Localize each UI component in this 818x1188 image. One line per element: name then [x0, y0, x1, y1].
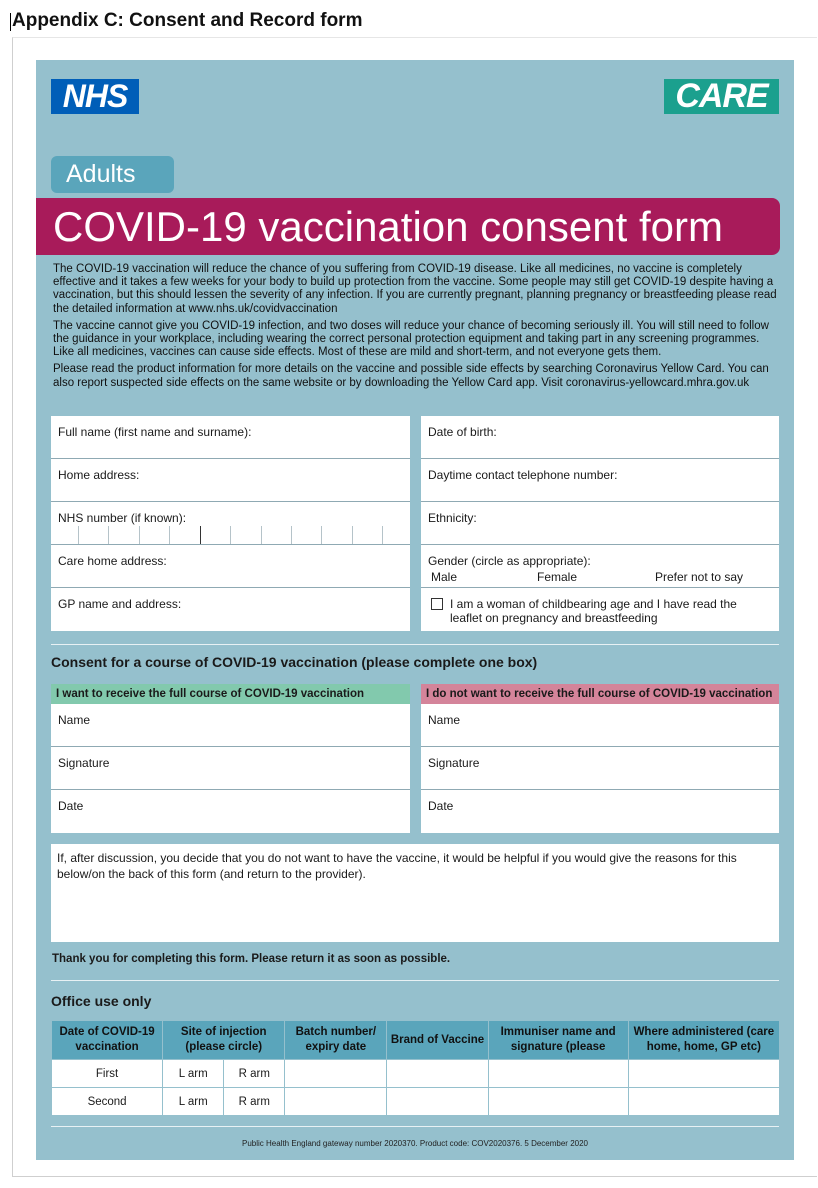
right-arm-option[interactable]: R arm [224, 1060, 285, 1088]
dose-label: Second [52, 1088, 163, 1116]
immuniser-cell[interactable] [488, 1060, 628, 1088]
consent-no-header: I do not want to receive the full course of COVID-19 vaccination [421, 684, 779, 704]
gender-option-female[interactable]: Female [537, 570, 578, 584]
field-label: Name [58, 713, 91, 727]
office-use-table [51, 1020, 780, 1116]
no-date-field[interactable] [421, 790, 779, 833]
intro-paragraph: The COVID-19 vaccination will reduce the chance of you suffering from COVID-19 disease. Like all medicines, no vaccine is completely effective and it takes a few weeks for your body to build up protection from the vaccine. Some people may still get COVID-19 despite having a vaccination, but this should lessen the severity of any infection. If you are currently pregnant, planning pregnancy or breastfeeding please read the detailed information at www.nhs.uk/covidvaccination [53, 263, 777, 315]
gender-field [421, 545, 779, 588]
field-label: Date [428, 799, 454, 813]
office-use-heading: Office use only [51, 993, 152, 1009]
divider [51, 1126, 779, 1127]
brand-cell[interactable] [387, 1088, 488, 1116]
dose-label: First [52, 1060, 163, 1088]
personal-details-right [421, 416, 779, 631]
divider [51, 644, 779, 645]
field-label: GP name and address: [58, 597, 182, 611]
home-address-field[interactable] [51, 459, 410, 502]
yes-name-field[interactable] [51, 704, 410, 747]
table-row [52, 1060, 780, 1088]
field-label: Signature [428, 756, 480, 770]
left-arm-option[interactable]: L arm [163, 1088, 224, 1116]
field-label: Date of birth: [428, 425, 497, 439]
decline-reason-field[interactable] [51, 844, 779, 942]
nhs-number-field[interactable] [51, 502, 410, 545]
gender-option-male[interactable]: Male [431, 570, 458, 584]
personal-details-left [51, 416, 410, 631]
field-label: Date [58, 799, 84, 813]
field-label: NHS number (if known): [58, 511, 187, 525]
divider [51, 980, 779, 981]
col-immuniser-header: Immuniser name and signature (please [488, 1021, 628, 1060]
field-label: Signature [58, 756, 110, 770]
field-label: Gender (circle as appropriate): [428, 554, 591, 568]
no-signature-field[interactable] [421, 747, 779, 790]
gp-address-field[interactable] [51, 588, 410, 631]
pregnancy-row [421, 588, 779, 631]
field-label: Ethnicity: [428, 511, 477, 525]
consent-form [36, 60, 794, 1160]
field-label: Name [428, 713, 461, 727]
phone-field[interactable] [421, 459, 779, 502]
text-cursor [10, 13, 11, 31]
batch-cell[interactable] [285, 1088, 387, 1116]
full-name-field[interactable] [51, 416, 410, 459]
field-label: Full name (first name and surname): [58, 425, 252, 439]
nhs-logo: NHS [51, 79, 139, 114]
right-arm-option[interactable]: R arm [224, 1088, 285, 1116]
col-brand-header: Brand of Vaccine [387, 1021, 488, 1060]
batch-cell[interactable] [285, 1060, 387, 1088]
col-date-header: Date of COVID-19 vaccination [52, 1021, 163, 1060]
care-home-address-field[interactable] [51, 545, 410, 588]
consent-yes-box [51, 684, 410, 833]
immuniser-cell[interactable] [488, 1088, 628, 1116]
dob-field[interactable] [421, 416, 779, 459]
no-name-field[interactable] [421, 704, 779, 747]
yes-signature-field[interactable] [51, 747, 410, 790]
col-site-header: Site of injection (please circle) [163, 1021, 285, 1060]
consent-yes-header: I want to receive the full course of COVID-19 vaccination [51, 684, 410, 704]
consent-no-box [421, 684, 779, 833]
table-row [52, 1088, 780, 1116]
footer-text: Public Health England gateway number 2020370. Product code: COV2020376. 5 December 2020 [241, 1139, 588, 1148]
location-cell[interactable] [628, 1060, 779, 1088]
brand-cell[interactable] [387, 1060, 488, 1088]
col-location-header: Where administered (care home, home, GP etc) [628, 1021, 779, 1060]
care-logo: CARE [664, 79, 779, 114]
yes-date-field[interactable] [51, 790, 410, 833]
field-label: Care home address: [58, 554, 167, 568]
col-batch-header: Batch number/ expiry date [285, 1021, 387, 1060]
audience-badge: Adults [51, 156, 174, 193]
reason-prompt: If, after discussion, you decide that you do not want to have the vaccine, it would be helpful if you would give the reasons for this below/on the back of this form (and return to the provider). [57, 851, 737, 881]
pregnancy-checkbox[interactable] [431, 598, 443, 610]
thanks-text: Thank you for completing this form. Please return it as soon as possible. [52, 953, 451, 965]
left-arm-option[interactable]: L arm [163, 1060, 224, 1088]
intro-paragraph: Please read the product information for more details on the vaccine and possible side effects by searching Coronavirus Yellow Card. You can also report suspected side effects on the same website or by downloading the Yellow Card app. Visit coronavirus-yellowcard.mhra.gov.uk [53, 363, 769, 389]
pregnancy-label: I am a woman of childbearing age and I have read the leaflet on pregnancy and breastfeeding [450, 597, 737, 625]
form-title: COVID-19 vaccination consent form [36, 198, 780, 255]
consent-heading: Consent for a course of COVID-19 vaccination (please complete one box) [51, 654, 538, 670]
intro-text [53, 263, 778, 394]
intro-paragraph: The vaccine cannot give you COVID-19 infection, and two doses will reduce your chance of becoming seriously ill. You will still need to follow the guidance in your workplace, including wearing the correct personal protection equipment and taking part in any screening programmes. Like all medicines, vaccines can cause side effects. Most of these are mild and short-term, and not everyone gets them. [53, 319, 769, 359]
nhs-number-boxes [51, 522, 410, 544]
field-label: Home address: [58, 468, 140, 482]
field-label: Daytime contact telephone number: [428, 468, 618, 482]
location-cell[interactable] [628, 1088, 779, 1116]
ethnicity-field[interactable] [421, 502, 779, 545]
gender-option-prefer-not[interactable]: Prefer not to say [655, 570, 744, 584]
appendix-title: Appendix C: Consent and Record form [12, 10, 363, 31]
